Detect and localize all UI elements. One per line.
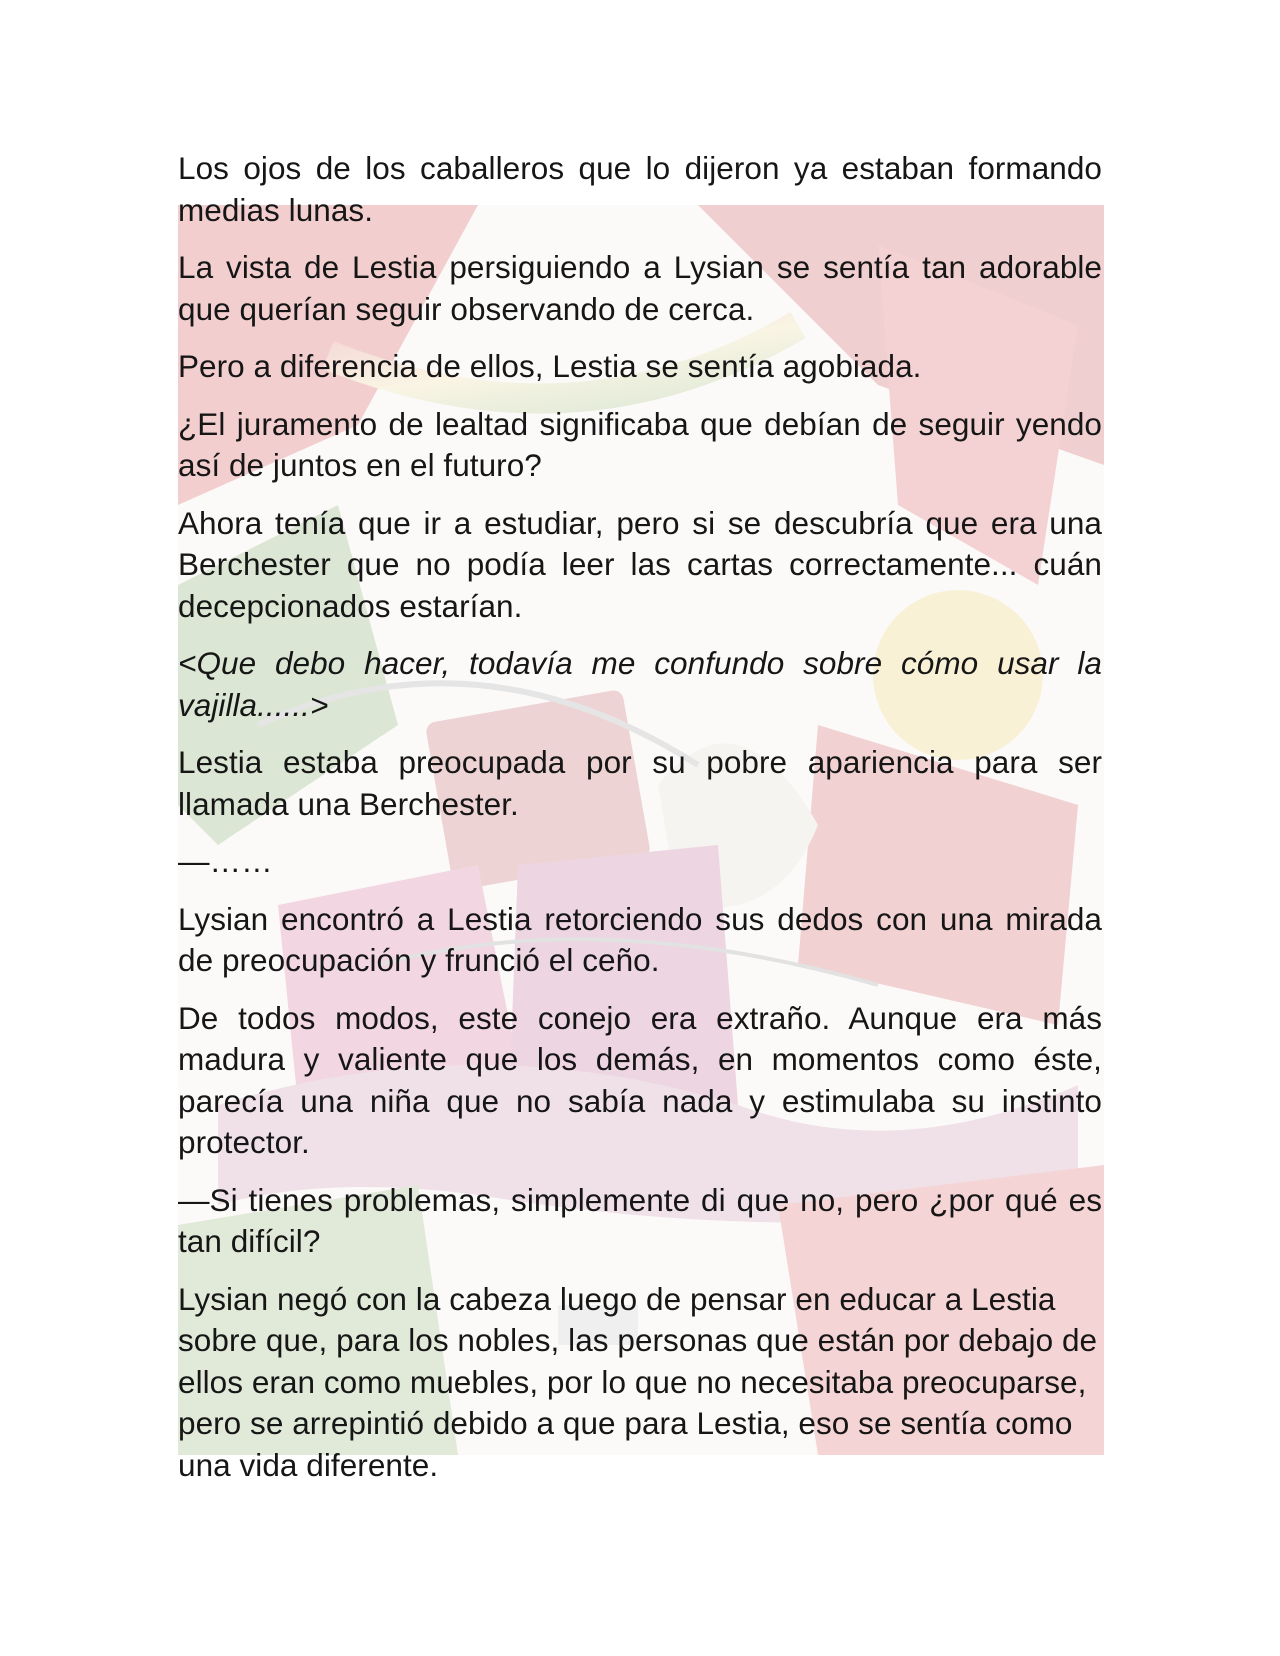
paragraph-7: Lestia estaba preocupada por su pobre apariencia para ser llamada una Berchester.	[178, 744, 1102, 822]
paragraph-2: La vista de Lestia persiguiendo a Lysian se sentía tan adorable que querían seguir observando de cerca.	[178, 249, 1102, 327]
paragraph-8-dialogue-ellipsis: —……	[178, 843, 273, 879]
document-page	[178, 148, 1102, 1502]
paragraph-1: Los ojos de los caballeros que lo dijeron ya estaban formando medias lunas.	[178, 150, 1102, 228]
paragraph-3: Pero a diferencia de ellos, Lestia se sentía agobiada.	[178, 348, 922, 384]
paragraph-11-dialogue: —Si tienes problemas, simplemente di que no, pero ¿por qué es tan difícil?	[178, 1181, 1102, 1259]
paragraph-9: Lysian encontró a Lestia retorciendo sus dedos con una mirada de preocupación y frunció el ceño.	[178, 900, 1102, 978]
paragraph-4: ¿El juramento de lealtad significaba que debían de seguir yendo así de juntos en el futuro?	[178, 405, 1102, 483]
paragraph-5: Ahora tenía que ir a estudiar, pero si se descubría que era una Berchester que no podía leer las cartas correctamente... cuán decepcionados estarían.	[178, 504, 1102, 624]
paragraph-12: Lysian negó con la cabeza luego de pensar en educar a Lestia sobre que, para los nobles, las personas que están por debajo de ellos eran como muebles, por lo que no necesitaba preocuparse, pero se arrepintió debido a que para Lestia, eso se sentía como una vida diferente.	[178, 1280, 1098, 1483]
paragraph-6-italic-thought: <Que debo hacer, todavía me confundo sobre cómo usar la vajilla......>	[178, 645, 1102, 723]
paragraph-10: De todos modos, este conejo era extraño. Aunque era más madura y valiente que los demás, en momentos como éste, parecía una niña que no sabía nada y estimulaba su instinto protector.	[178, 999, 1102, 1160]
